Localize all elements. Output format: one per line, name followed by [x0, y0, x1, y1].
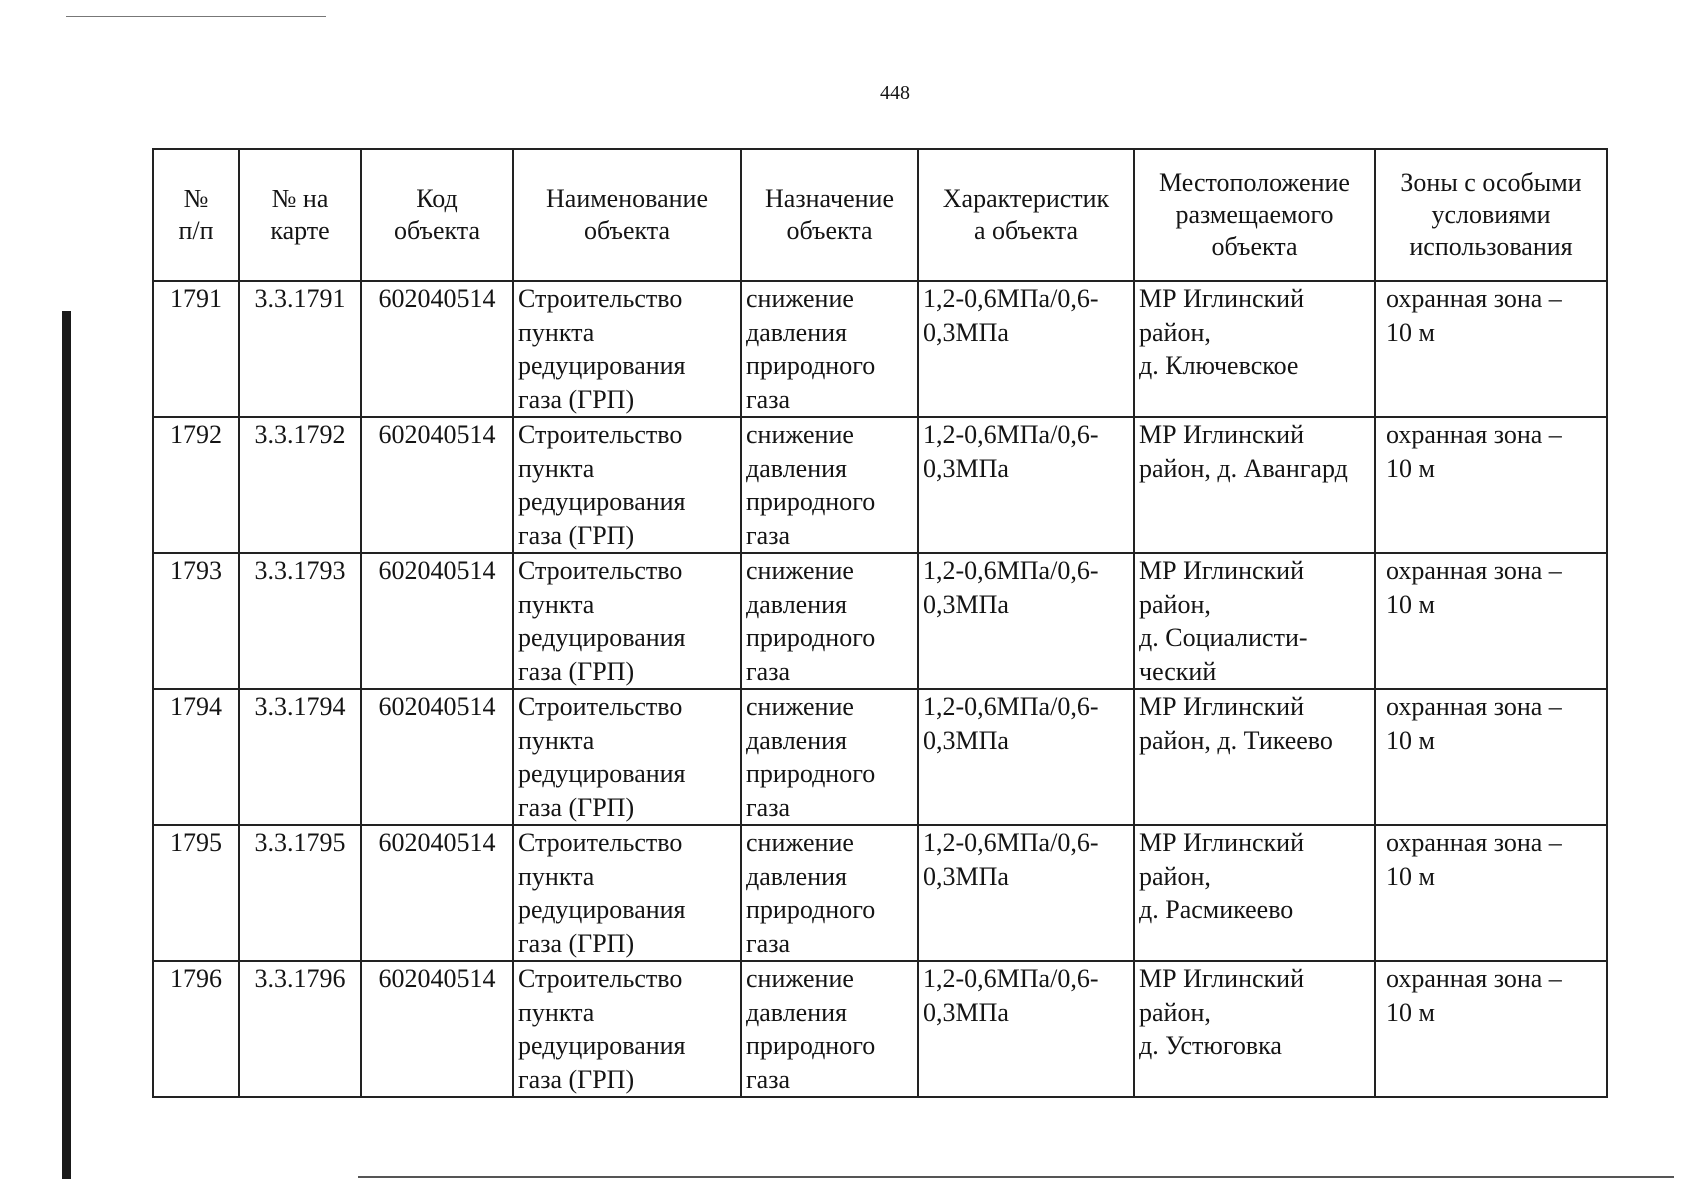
cell-object-zone: охранная зона – 10 м	[1375, 689, 1607, 825]
header-cell-purpose: Назначение объекта	[741, 149, 918, 281]
cell-object-code: 602040514	[361, 553, 513, 689]
table-row	[153, 417, 1607, 553]
cell-num: 1794	[153, 689, 239, 825]
cell-object-code: 602040514	[361, 961, 513, 1097]
cell-object-name: Строительство пункта редуцирования газа (ГРП)	[513, 825, 741, 961]
cell-map-number: 3.3.1795	[239, 825, 361, 961]
cell-object-purpose: снижение давления природного газа	[741, 553, 918, 689]
cell-object-name: Строительство пункта редуцирования газа (ГРП)	[513, 281, 741, 417]
cell-object-spec: 1,2-0,6МПа/0,6- 0,3МПа	[918, 553, 1134, 689]
cell-object-spec: 1,2-0,6МПа/0,6- 0,3МПа	[918, 281, 1134, 417]
cell-object-name: Строительство пункта редуцирования газа (ГРП)	[513, 417, 741, 553]
cell-object-purpose: снижение давления природного газа	[741, 281, 918, 417]
cell-object-code: 602040514	[361, 281, 513, 417]
cell-object-spec: 1,2-0,6МПа/0,6- 0,3МПа	[918, 417, 1134, 553]
table-row	[153, 689, 1607, 825]
header-cell-spec: Характеристик а объекта	[918, 149, 1134, 281]
cell-object-purpose: снижение давления природного газа	[741, 825, 918, 961]
cell-object-code: 602040514	[361, 689, 513, 825]
cell-object-spec: 1,2-0,6МПа/0,6- 0,3МПа	[918, 689, 1134, 825]
page-number: 448	[880, 82, 910, 104]
table-header-row	[153, 149, 1607, 281]
cell-map-number: 3.3.1791	[239, 281, 361, 417]
cell-object-purpose: снижение давления природного газа	[741, 689, 918, 825]
cell-map-number: 3.3.1794	[239, 689, 361, 825]
cell-object-zone: охранная зона – 10 м	[1375, 281, 1607, 417]
header-cell-code: Код объекта	[361, 149, 513, 281]
cell-num: 1791	[153, 281, 239, 417]
cell-num: 1792	[153, 417, 239, 553]
cell-map-number: 3.3.1796	[239, 961, 361, 1097]
cell-object-location: МР Иглинский район, д. Ключевское	[1134, 281, 1375, 417]
header-cell-num: № п/п	[153, 149, 239, 281]
cell-object-name: Строительство пункта редуцирования газа (ГРП)	[513, 689, 741, 825]
header-cell-map: № на карте	[239, 149, 361, 281]
cell-object-spec: 1,2-0,6МПа/0,6- 0,3МПа	[918, 961, 1134, 1097]
cell-object-location: МР Иглинский район, д. Авангард	[1134, 417, 1375, 553]
cell-object-name: Строительство пункта редуцирования газа (ГРП)	[513, 961, 741, 1097]
cell-object-location: МР Иглинский район, д. Расмикеево	[1134, 825, 1375, 961]
cell-object-purpose: снижение давления природного газа	[741, 961, 918, 1097]
cell-object-zone: охранная зона – 10 м	[1375, 961, 1607, 1097]
header-cell-name: Наименование объекта	[513, 149, 741, 281]
header-cell-location: Местоположение размещаемого объекта	[1134, 149, 1375, 281]
cell-object-location: МР Иглинский район, д. Тикеево	[1134, 689, 1375, 825]
table-row	[153, 825, 1607, 961]
cell-object-location: МР Иглинский район, д. Устюговка	[1134, 961, 1375, 1097]
scan-left-edge	[62, 311, 71, 1179]
cell-object-zone: охранная зона – 10 м	[1375, 553, 1607, 689]
header-cell-zone: Зоны с особыми условиями использования	[1375, 149, 1607, 281]
cell-num: 1796	[153, 961, 239, 1097]
cell-object-spec: 1,2-0,6МПа/0,6- 0,3МПа	[918, 825, 1134, 961]
table-row	[153, 553, 1607, 689]
cell-object-code: 602040514	[361, 825, 513, 961]
cell-object-location: МР Иглинский район, д. Социалисти- ческий	[1134, 553, 1375, 689]
cell-object-code: 602040514	[361, 417, 513, 553]
cell-object-purpose: снижение давления природного газа	[741, 417, 918, 553]
cell-object-zone: охранная зона – 10 м	[1375, 417, 1607, 553]
table-row	[153, 961, 1607, 1097]
table-row	[153, 281, 1607, 417]
bottom-rule-line	[358, 1176, 1674, 1178]
objects-table	[152, 148, 1608, 1098]
cell-num: 1793	[153, 553, 239, 689]
cell-map-number: 3.3.1792	[239, 417, 361, 553]
cell-map-number: 3.3.1793	[239, 553, 361, 689]
top-rule-line	[66, 16, 326, 17]
cell-object-name: Строительство пункта редуцирования газа (ГРП)	[513, 553, 741, 689]
cell-num: 1795	[153, 825, 239, 961]
cell-object-zone: охранная зона – 10 м	[1375, 825, 1607, 961]
